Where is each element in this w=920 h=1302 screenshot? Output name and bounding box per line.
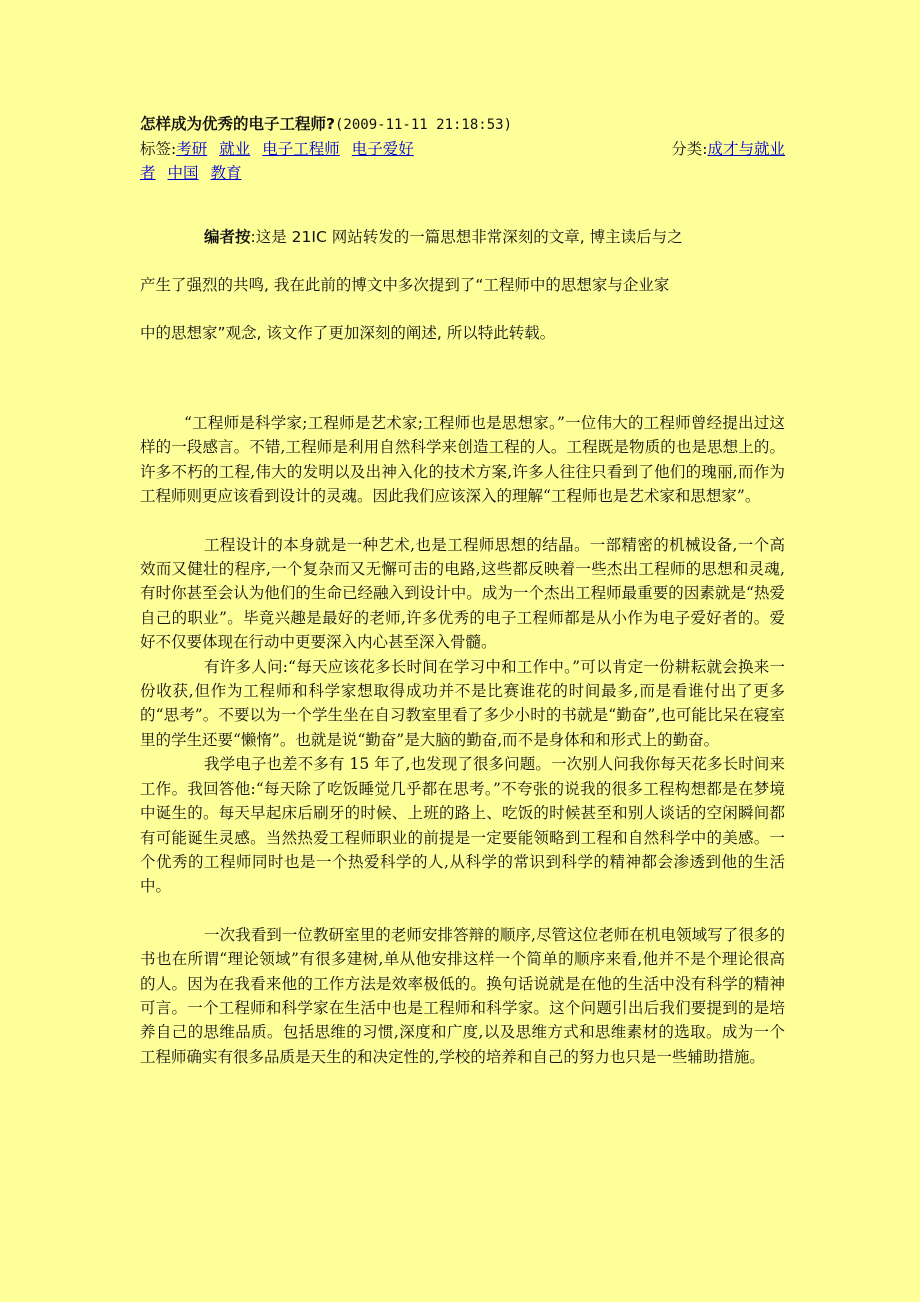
tag-link[interactable]: 中国 — [167, 164, 199, 182]
tag-link[interactable]: 就业 — [219, 140, 251, 158]
article-title: 怎样成为优秀的电子工程师? — [140, 115, 335, 133]
tag-link[interactable]: 者 — [140, 164, 156, 182]
body-paragraph: 我学电子也差不多有 15 年了,也发现了很多问题。一次别人问我你每天花多长时间来工作。我回答他:“每天除了吃饭睡觉几乎都在思考。”不夸张的说我的很多工程构想都是在梦境中诞生的。每天早起床后刷牙的时候、上班的路上、吃饭的时候甚至和别人谈话的空闲瞬间都有可能诞生灵感。当然热爱工程师职业的前提是一定要能领略到工程和自然科学中的美感。一个优秀的工程师同时也是一个热爱科学的人,从科学的常识到科学的精神都会渗透到他的生活中。 — [140, 755, 785, 896]
tag-link[interactable]: 电子工程师 — [262, 140, 340, 158]
category-label: 分类: — [671, 140, 708, 158]
article-body — [140, 411, 785, 1069]
editor-note-line: 编者按:这是 21IC 网站转发的一篇思想非常深刻的文章, 博主读后与之 — [204, 228, 683, 246]
tags-label: 标签: — [140, 140, 177, 158]
tag-link[interactable]: 电子爱好 — [351, 140, 414, 158]
tags-row — [140, 137, 785, 161]
editor-note-line: 中的思想家”观念, 该文作了更加深刻的阐述, 所以特此转载。 — [140, 324, 556, 342]
editor-note-line: 产生了强烈的共鸣, 我在此前的博文中多次提到了“工程师中的思想家与企业家 — [140, 276, 670, 294]
editor-note-label: 编者按 — [204, 228, 251, 246]
article-header — [140, 112, 785, 137]
body-paragraph: “工程师是科学家;工程师是艺术家;工程师也是思想家。”一位伟大的工程师曾经提出过这样的一段感言。不错,工程师是利用自然科学来创造工程的人。工程既是物质的也是思想上的。许多不朽的工程,伟大的发明以及出神入化的技术方案,许多人往往只看到了他们的瑰丽,而作为工程师则更应该看到设计的灵魂。因此我们应该深入的理解“工程师也是艺术家和思想家”。 — [140, 414, 785, 506]
tag-link[interactable]: 教育 — [210, 164, 242, 182]
tag-link[interactable]: 考研 — [176, 140, 208, 158]
editor-note — [140, 213, 785, 357]
category-link[interactable]: 成才与就业 — [707, 140, 785, 158]
article — [140, 112, 785, 1069]
body-paragraph: 一次我看到一位教研室里的老师安排答辩的顺序,尽管这位老师在机电领域写了很多的书也在所谓“理论领域”有很多建树,单从他安排这样一个简单的顺序来看,他并不是个理论很高的人。因为在我看来他的工作方法是效率极低的。换句话说就是在他的生活中没有科学的精神可言。一个工程师和科学家在生活中也是工程师和科学家。这个问题引出后我们要提到的是培养自己的思维品质。包括思维的习惯,深度和广度,以及思维方式和思维素材的选取。成为一个工程师确实有很多品质是天生的和决定性的,学校的培养和自己的努力也只是一些辅助措施。 — [140, 925, 785, 1066]
body-paragraph: 有许多人问:“每天应该花多长时间在学习中和工作中。”可以肯定一份耕耘就会换来一份收获,但作为工程师和科学家想取得成功并不是比赛谁花的时间最多,而是看谁付出了更多的“思考”。不要以为一个学生坐在自习教室里看了多少小时的书就是“勤奋”,也可能比呆在寝室里的学生还要“懒惰”。也就是说“勤奋”是大脑的勤奋,而不是身体和和形式上的勤奋。 — [140, 657, 785, 749]
tags-row-2 — [140, 161, 785, 185]
article-datetime: (2009-11-11 21:18:53) — [335, 117, 513, 133]
category — [671, 137, 785, 161]
body-paragraph: 工程设计的本身就是一种艺术,也是工程师思想的结晶。一部精密的机械设备,一个高效而又健壮的程序,一个复杂而又无懈可击的电路,这些都反映着一些杰出工程师的思想和灵魂,有时你甚至会认为他们的生命已经融入到设计中。成为一个杰出工程师最重要的因素就是“热爱自己的职业”。毕竟兴趣是最好的老师,许多优秀的电子工程师都是从小作为电子爱好者的。爱好不仅要体现在行动中更要深入内心甚至深入骨髓。 — [140, 535, 785, 652]
